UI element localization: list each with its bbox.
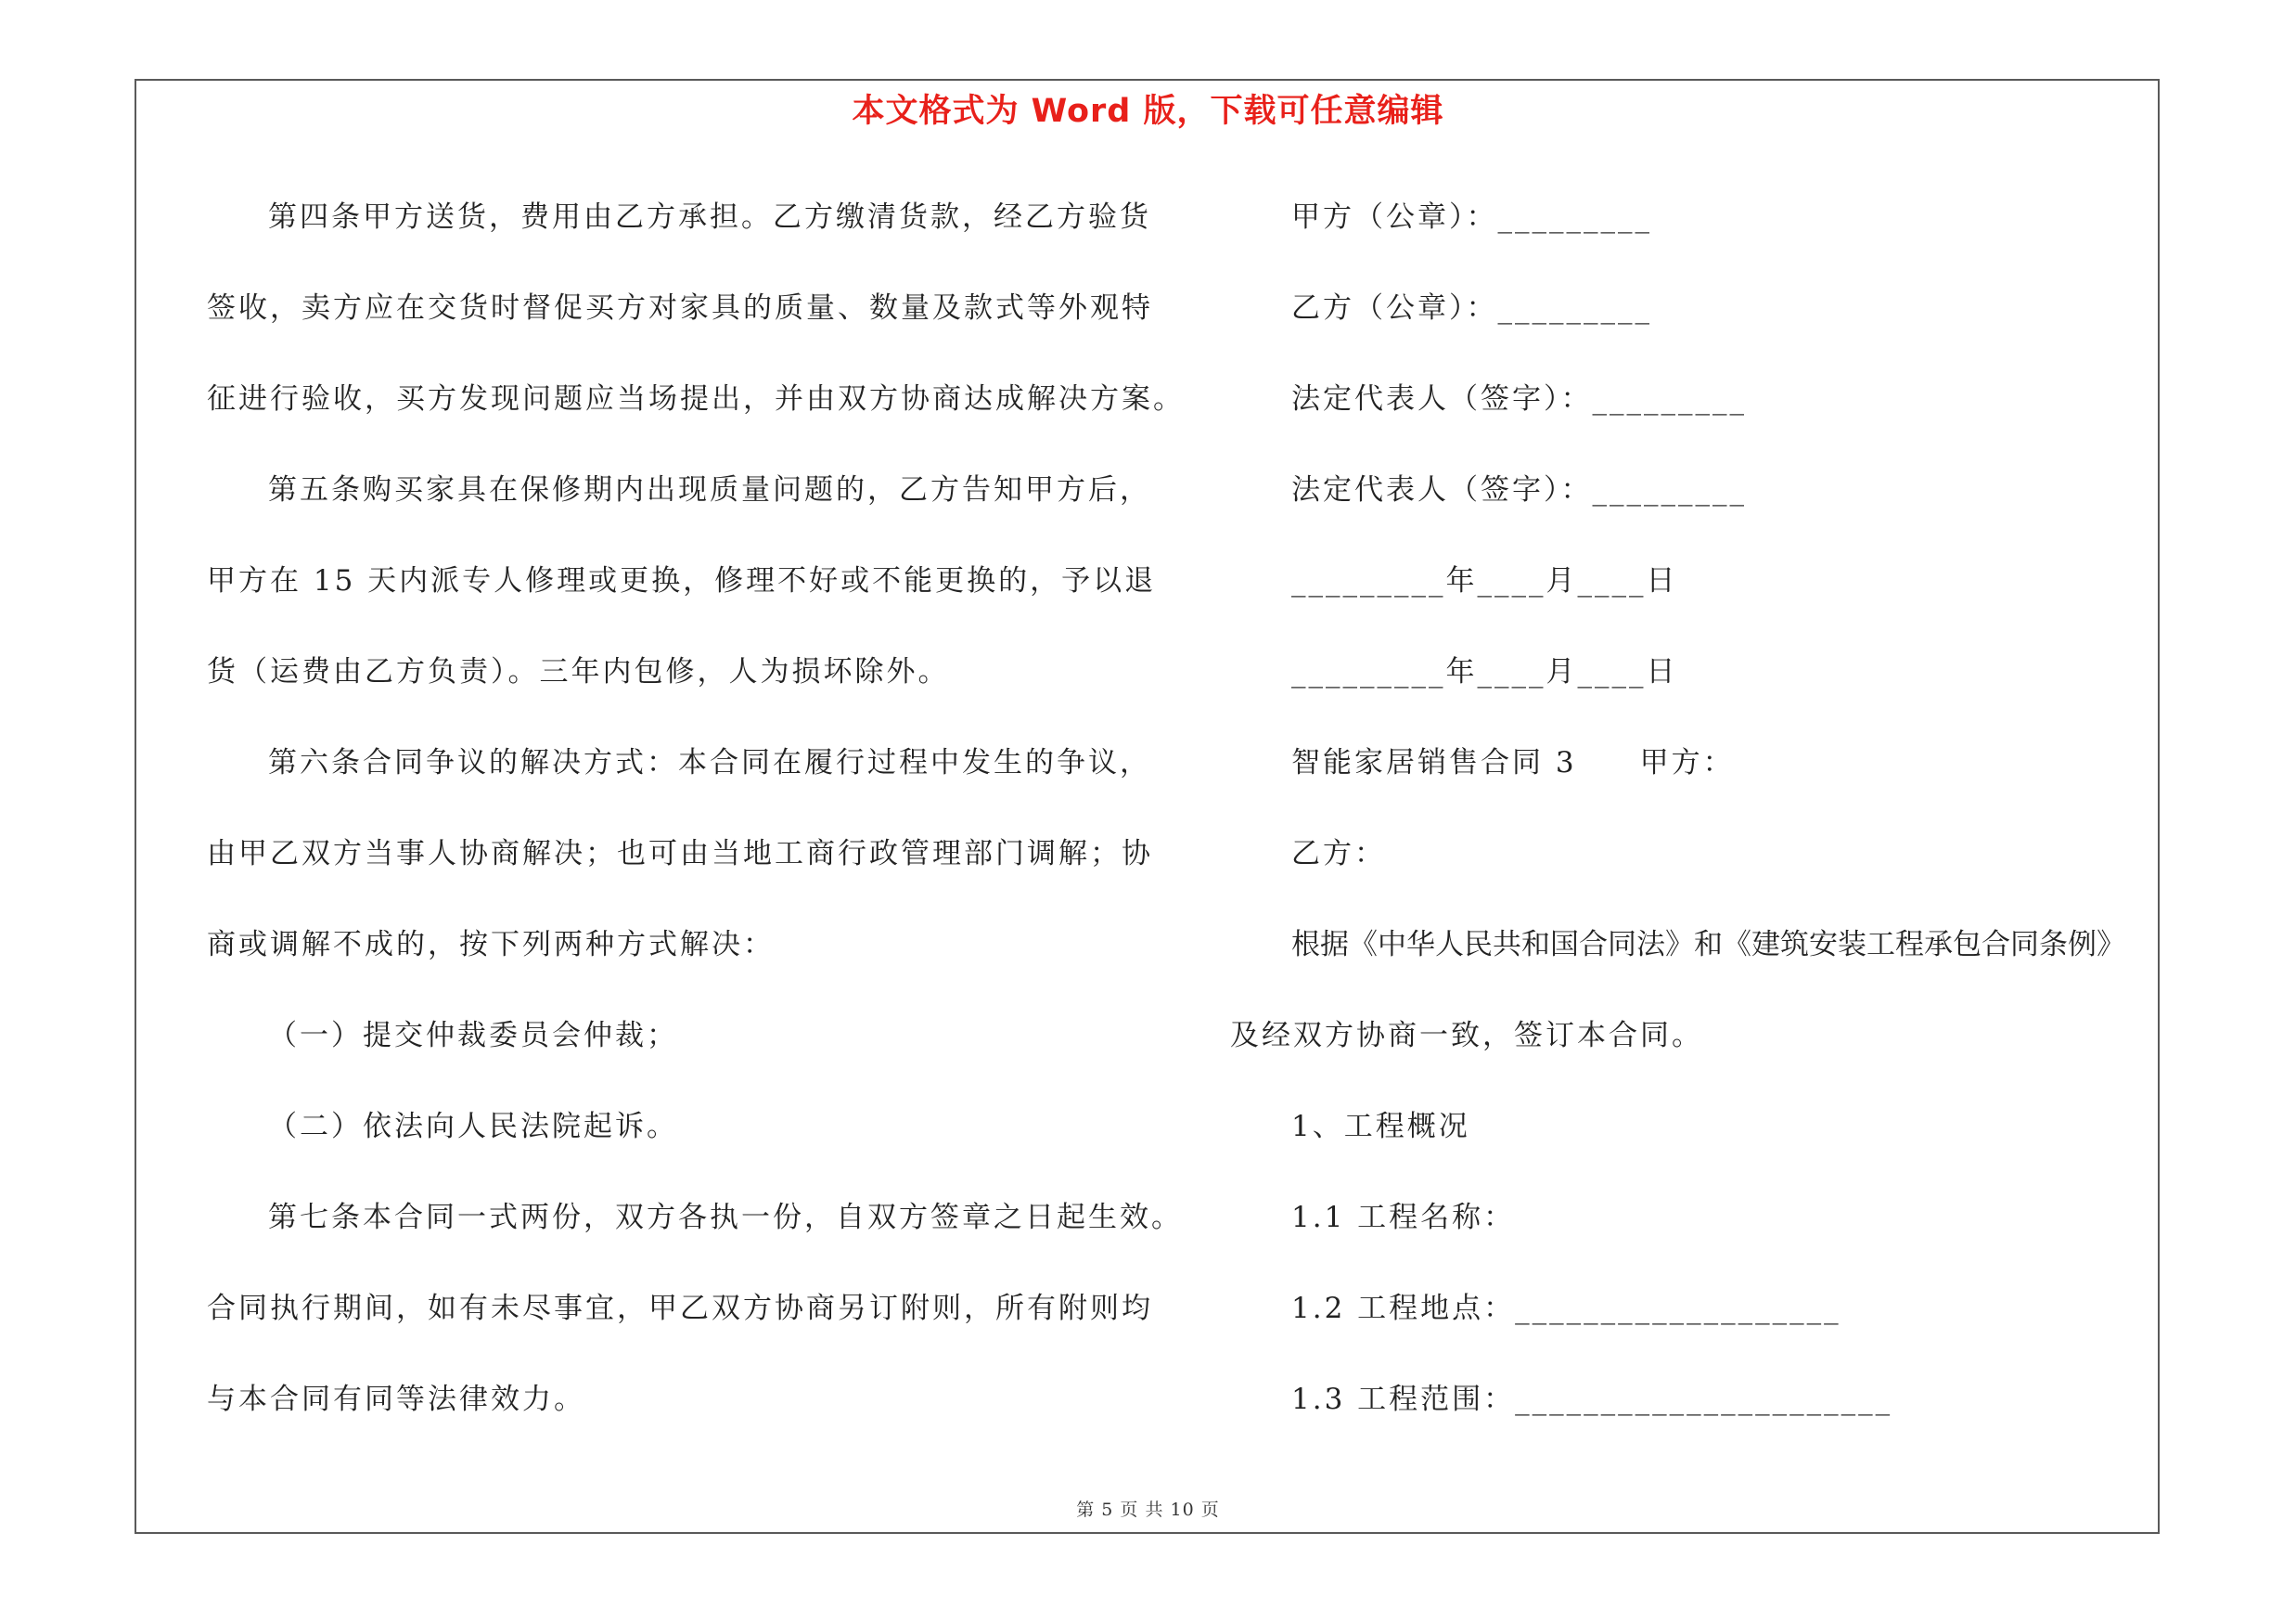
right-line-7: 智能家居销售合同 3 甲方： [1291, 746, 1735, 779]
left-line-8: 由甲乙双方当事人协商解决；也可由当地工商行政管理部门调解；协 [207, 837, 1153, 870]
right-line-14: 1.3 工程范围：______________________ [1291, 1383, 1893, 1416]
document-banner: 本文格式为 Word 版，下载可任意编辑 [852, 93, 1444, 130]
right-line-13: 1.2 工程地点：___________________ [1291, 1292, 1841, 1325]
page-number: 第 5 页 共 10 页 [1076, 1500, 1220, 1520]
right-line-4: 法定代表人（签字）：_________ [1291, 473, 1747, 507]
right-line-3: 法定代表人（签字）：_________ [1291, 382, 1747, 416]
right-line-5: _________年____月____日 [1291, 564, 1678, 598]
right-line-8: 乙方： [1291, 837, 1386, 870]
right-line-1: 甲方（公章）：_________ [1291, 200, 1652, 234]
left-line-13: 合同执行期间，如有未尽事宜，甲乙双方协商另订附则，所有附则均 [207, 1292, 1153, 1325]
left-line-10: （一）提交仲裁委员会仲裁； [268, 1019, 678, 1052]
right-line-11: 1、工程概况 [1291, 1110, 1470, 1143]
left-line-1: 第四条甲方送货，费用由乙方承担。乙方缴清货款，经乙方验货 [268, 200, 1151, 234]
left-line-5: 甲方在 15 天内派专人修理或更换，修理不好或不能更换的，予以退 [207, 564, 1157, 598]
left-line-2: 签收，卖方应在交货时督促买方对家具的质量、数量及款式等外观特 [207, 291, 1153, 325]
left-line-9: 商或调解不成的，按下列两种方式解决： [207, 928, 775, 961]
right-line-2: 乙方（公章）：_________ [1291, 291, 1652, 325]
left-line-3: 征进行验收，买方发现问题应当场提出，并由双方协商达成解决方案。 [207, 382, 1185, 416]
left-line-14: 与本合同有同等法律效力。 [207, 1383, 585, 1416]
left-line-7: 第六条合同争议的解决方式：本合同在履行过程中发生的争议， [268, 746, 1151, 779]
right-line-12: 1.1 工程名称： [1291, 1201, 1516, 1234]
right-line-10: 及经双方协商一致，签订本合同。 [1230, 1019, 1703, 1052]
left-line-4: 第五条购买家具在保修期内出现质量问题的，乙方告知甲方后， [268, 473, 1151, 507]
left-line-12: 第七条本合同一式两份，双方各执一份，自双方签章之日起生效。 [268, 1201, 1183, 1234]
right-line-9: 根据《中华人民共和国合同法》和《建筑安装工程承包合同条例》 [1291, 928, 2125, 961]
left-line-6: 货（运费由乙方负责）。三年内包修，人为损坏除外。 [207, 655, 950, 689]
left-line-11: （二）依法向人民法院起诉。 [268, 1110, 678, 1143]
right-line-6: _________年____月____日 [1291, 655, 1678, 689]
